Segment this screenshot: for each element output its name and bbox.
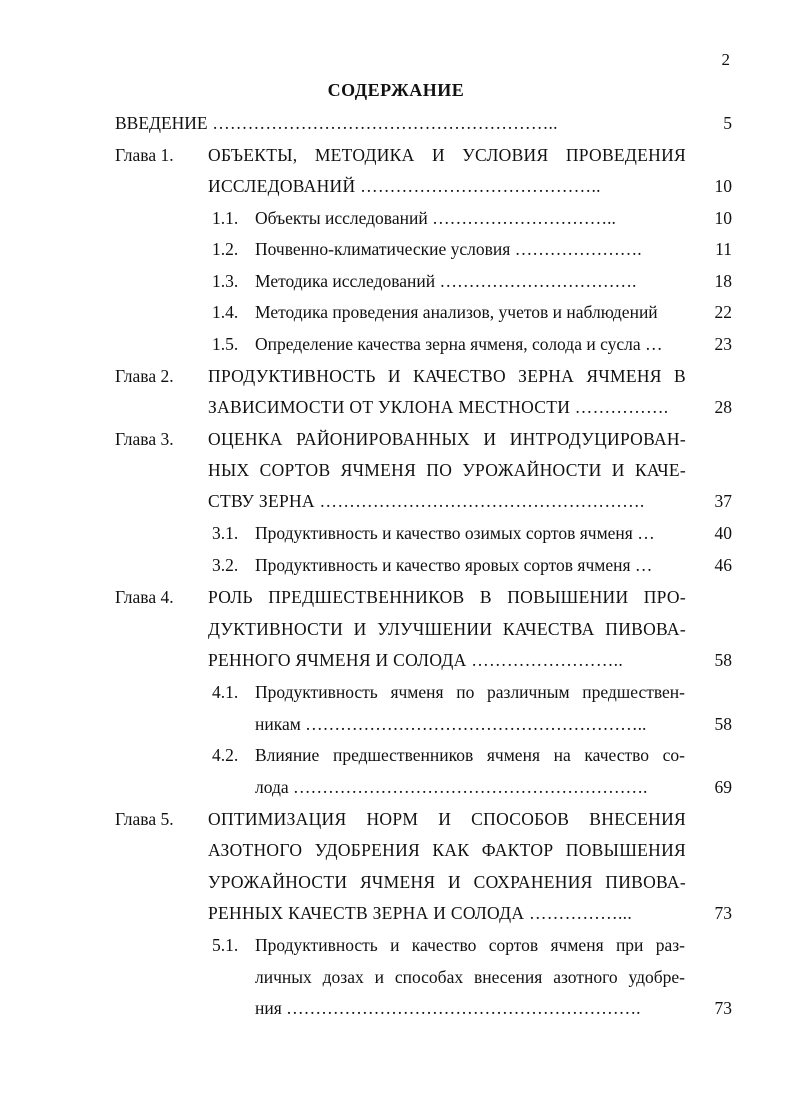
section-page: 73 [714, 998, 732, 1018]
chapter-title-line: ОБЪЕКТЫ, МЕТОДИКА И УСЛОВИЯ ПРОВЕДЕНИЯ [208, 145, 686, 165]
section-page: 40 [714, 523, 732, 543]
section-number: 1.3. [212, 271, 239, 291]
intro-page: 5 [723, 113, 732, 133]
section-page: 58 [714, 714, 732, 734]
chapter-title-line: ДУКТИВНОСТИ И УЛУЧШЕНИИ КАЧЕСТВА ПИВОВА- [208, 619, 686, 639]
intro-entry [115, 112, 558, 134]
section-page: 22 [714, 302, 732, 322]
chapter-label: Глава 4. [115, 587, 174, 607]
chapter-title-line: НЫХ СОРТОВ ЯЧМЕНЯ ПО УРОЖАЙНОСТИ И КАЧЕ- [208, 460, 686, 480]
section-title-line: личных дозах и способах внесения азотного удобре- [255, 967, 685, 987]
section-number: 3.2. [212, 555, 239, 575]
section-number: 3.1. [212, 523, 239, 543]
chapter-label: Глава 2. [115, 366, 174, 386]
section-page: 10 [714, 208, 732, 228]
chapter-page: 37 [714, 491, 732, 511]
chapter-label: Глава 1. [115, 145, 174, 165]
section-title: Методика исследований ……………………………. [255, 271, 637, 291]
chapter-page: 73 [714, 903, 732, 923]
section-number: 4.2. [212, 745, 239, 765]
chapter-title-line: УРОЖАЙНОСТИ ЯЧМЕНЯ И СОХРАНЕНИЯ ПИВОВА- [208, 872, 686, 892]
chapter-title-line: ЗАВИСИМОСТИ ОТ УКЛОНА МЕСТНОСТИ ……………. [208, 397, 669, 417]
chapter-title-line: ИССЛЕДОВАНИЙ ………………………………….. [208, 176, 601, 196]
chapter-label: Глава 5. [115, 809, 174, 829]
chapter-page: 10 [714, 176, 732, 196]
page-number: 2 [721, 50, 730, 69]
section-page: 46 [714, 555, 732, 575]
chapter-label: Глава 3. [115, 429, 174, 449]
section-number: 4.1. [212, 682, 239, 702]
chapter-page: 28 [714, 397, 732, 417]
section-title: Почвенно-климатические условия …………………. [255, 239, 642, 259]
chapter-title-line: АЗОТНОГО УДОБРЕНИЯ КАК ФАКТОР ПОВЫШЕНИЯ [208, 840, 686, 860]
section-title-line: никам ………………………………………………….. [255, 714, 647, 734]
section-number: 1.1. [212, 208, 239, 228]
section-number: 1.4. [212, 302, 239, 322]
chapter-title-line: СТВУ ЗЕРНА ………………………………………………. [208, 491, 645, 511]
section-title: Определение качества зерна ячменя, солода и сусла … [255, 334, 663, 354]
section-number: 5.1. [212, 935, 239, 955]
chapter-title-line: РЕННЫХ КАЧЕСТВ ЗЕРНА И СОЛОДА ……………... [208, 903, 632, 923]
section-title: Объекты исследований ………………………….. [255, 208, 616, 228]
section-title-line: Продуктивность и качество сортов ячменя при раз- [255, 935, 685, 955]
chapter-title-line: ОПТИМИЗАЦИЯ НОРМ И СПОСОБОВ ВНЕСЕНИЯ [208, 809, 686, 829]
chapter-title-line: ПРОДУКТИВНОСТЬ И КАЧЕСТВО ЗЕРНА ЯЧМЕНЯ В [208, 366, 686, 386]
page-title: СОДЕРЖАНИЕ [327, 80, 465, 100]
chapter-page: 58 [714, 650, 732, 670]
section-page: 18 [714, 271, 732, 291]
section-title-line: лода ……………………………………………………. [255, 777, 648, 797]
intro-label: ВВЕДЕНИЕ [115, 113, 208, 133]
section-title-line: Продуктивность ячменя по различным предшествен- [255, 682, 685, 702]
section-number: 1.2. [212, 239, 239, 259]
section-number: 1.5. [212, 334, 239, 354]
section-title: Методика проведения анализов, учетов и наблюдений [255, 302, 658, 322]
section-title-line: ния ……………………………………………………. [255, 998, 641, 1018]
chapter-title-line: РЕННОГО ЯЧМЕНЯ И СОЛОДА …………………….. [208, 650, 623, 670]
section-page: 23 [714, 334, 732, 354]
section-page: 11 [715, 239, 732, 259]
chapter-title-line: ОЦЕНКА РАЙОНИРОВАННЫХ И ИНТРОДУЦИРОВАН- [208, 429, 686, 449]
chapter-title-line: РОЛЬ ПРЕДШЕСТВЕННИКОВ В ПОВЫШЕНИИ ПРО- [208, 587, 686, 607]
section-page: 69 [714, 777, 732, 797]
section-title: Продуктивность и качество озимых сортов ячменя … [255, 523, 655, 543]
section-title-line: Влияние предшественников ячменя на качество со- [255, 745, 685, 765]
section-title: Продуктивность и качество яровых сортов ячменя … [255, 555, 653, 575]
intro-dots: ………………………………………………….. [207, 113, 558, 133]
